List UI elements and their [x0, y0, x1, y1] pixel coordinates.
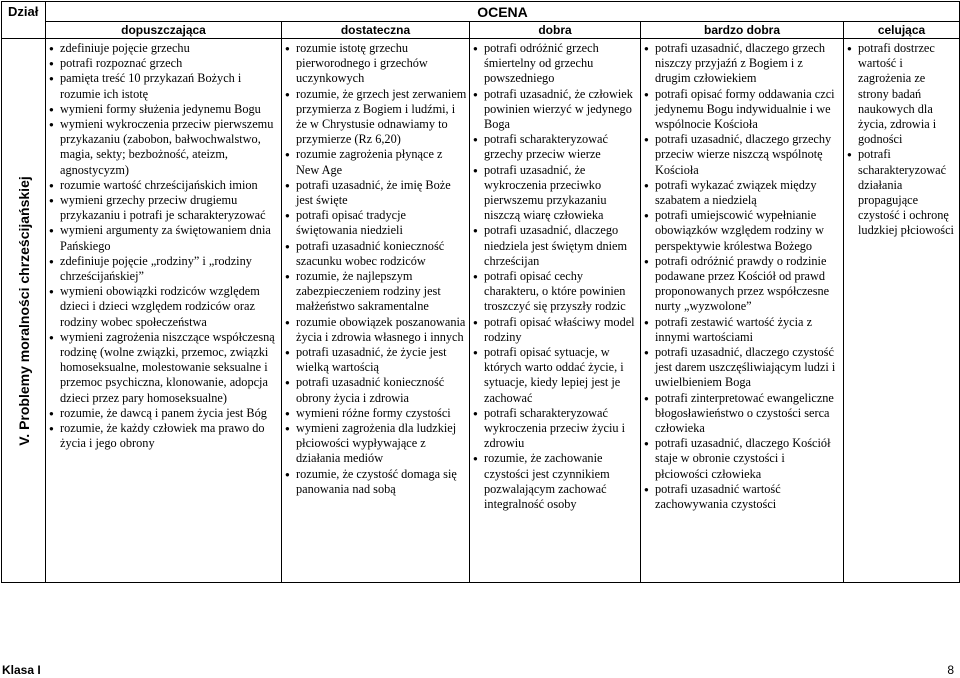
requirement-item: ● rozumie, że czystość domaga się panowania nad sobą [284, 467, 467, 497]
requirement-item: ● rozumie, że najlepszym zabezpieczeniem rodziny jest małżeństwo sakramentalne [284, 269, 467, 315]
page-number: 8 [947, 663, 954, 677]
requirement-item: ● potrafi umiejscowić wypełnianie obowiązków względem rodziny w perspektywie królestwa Bożego [643, 208, 841, 254]
requirement-item: ● wymieni argumenty za świętowaniem dnia Pańskiego [48, 223, 279, 253]
grade-dopuszczajaca: dopuszczająca [46, 22, 282, 39]
requirement-item: ● rozumie istotę grzechu pierworodnego i grzechów uczynkowych [284, 41, 467, 87]
requirement-item: ● potrafi odróżnić prawdy o rodzinie podawane przez Kościół od prawd proponowanych przez współczesne nurty „wyzwolone” [643, 254, 841, 315]
grading-table [1, 1, 960, 583]
requirement-item: ● potrafi rozpoznać grzech [48, 56, 279, 71]
requirement-item: ● potrafi zestawić wartość życia z innymi wartościami [643, 315, 841, 345]
requirement-item: ● potrafi opisać sytuacje, w których warto oddać życie, i sytuacje, kiedy lepiej jest je zachować [472, 345, 638, 406]
section-cell [2, 39, 46, 583]
class-label: Klasa I [2, 663, 41, 677]
requirement-item: ● rozumie wartość chrześcijańskich imion [48, 178, 279, 193]
requirement-item: ● rozumie, że dawcą i panem życia jest Bóg [48, 406, 279, 421]
requirement-item: ● potrafi dostrzec wartość i zagrożenia ze strony badań naukowych dla życia, zdrowia i godności [846, 41, 957, 147]
requirement-item: ● wymieni zagrożenia dla ludzkiej płciowości wypływające z działania mediów [284, 421, 467, 467]
requirement-item: ● wymieni różne formy czystości [284, 406, 467, 421]
requirement-item: ● potrafi scharakteryzować działania propagujące czystość i ochronę ludzkiej płciowości [846, 147, 957, 238]
requirement-item: ● potrafi uzasadnić, dlaczego czystość jest darem uszczęśliwiającym ludzi i uwielbieniem Boga [643, 345, 841, 391]
dzial-header: Dział [2, 2, 46, 39]
requirement-item: ● potrafi uzasadnić, dlaczego niedziela jest świętym dniem chrześcijan [472, 223, 638, 269]
requirement-list [844, 39, 959, 239]
column-dopuszczajaca [46, 39, 282, 583]
requirement-list [470, 39, 640, 512]
requirement-item: ● wymieni zagrożenia niszczące współczesną rodzinę (wolne związki, przemoc, związki homoseksualne, molestowanie seksualne i przemoc psychiczna, klonowanie, adopcja dzieci przez pary homoseksualne) [48, 330, 279, 406]
requirement-item: ● potrafi scharakteryzować grzechy przeciw wierze [472, 132, 638, 162]
requirement-item: ● potrafi uzasadnić, że człowiek powinien wierzyć w jedynego Boga [472, 87, 638, 133]
requirement-item: ● potrafi opisać formy oddawania czci jedynemu Bogu indywidualnie i we wspólnocie Kościoła [643, 87, 841, 133]
requirement-item: ● potrafi uzasadnić, że imię Boże jest święte [284, 178, 467, 208]
requirement-item: ● zdefiniuje pojęcie grzechu [48, 41, 279, 56]
requirement-item: ● pamięta treść 10 przykazań Bożych i rozumie ich istotę [48, 71, 279, 101]
requirement-item: ● rozumie zagrożenia płynące z New Age [284, 147, 467, 177]
requirement-item: ● potrafi uzasadnić, dlaczego grzechy przeciw wierze niszczą wspólnotę Kościoła [643, 132, 841, 178]
requirement-item: ● rozumie, że grzech jest zerwaniem przymierza z Bogiem i ludźmi, i że w Chrystusie odnawiamy to przymierze (Rz 6,20) [284, 87, 467, 148]
requirement-item: ● potrafi uzasadnić, dlaczego grzech niszczy przyjaźń z Bogiem i z drugim człowiekiem [643, 41, 841, 87]
requirement-item: ● potrafi uzasadnić, że wykroczenia przeciwko pierwszemu przykazaniu niszczą wiarę człowieka [472, 163, 638, 224]
requirement-item: ● potrafi wykazać związek między szabatem a niedzielą [643, 178, 841, 208]
requirement-item: ● potrafi uzasadnić konieczność obrony życia i zdrowia [284, 375, 467, 405]
requirement-item: ● wymieni wykroczenia przeciw pierwszemu przykazaniu (zabobon, bałwochwalstwo, magia, sekty; bezbożność, ateizm, agnostycyzm) [48, 117, 279, 178]
requirement-item: ● rozumie obowiązek poszanowania życia i zdrowia własnego i innych [284, 315, 467, 345]
requirement-item: ● potrafi uzasadnić wartość zachowywania czystości [643, 482, 841, 512]
grade-bardzo-dobra: bardzo dobra [641, 22, 844, 39]
grade-dobra: dobra [470, 22, 641, 39]
requirement-item: ● rozumie, że każdy człowiek ma prawo do życia i jego obrony [48, 421, 279, 451]
requirement-item: ● wymieni grzechy przeciw drugiemu przykazaniu i potrafi je scharakteryzować [48, 193, 279, 223]
requirement-item: ● wymieni formy służenia jedynemu Bogu [48, 102, 279, 117]
requirement-item: ● potrafi odróżnić grzech śmiertelny od grzechu powszedniego [472, 41, 638, 87]
requirement-item: ● potrafi zinterpretować ewangeliczne błogosławieństwo o czystości serca człowieka [643, 391, 841, 437]
requirement-item: ● potrafi opisać cechy charakteru, o które powinien troszczyć się przyszły rodzic [472, 269, 638, 315]
section-title: V. Problemy moralności chrześcijańskiej [15, 175, 32, 446]
requirement-item: ● potrafi uzasadnić, że życie jest wielką wartością [284, 345, 467, 375]
requirement-list [282, 39, 469, 497]
ocena-header: OCENA [46, 2, 960, 22]
requirement-item: ● zdefiniuje pojęcie „rodziny” i „rodziny chrześcijańskiej” [48, 254, 279, 284]
column-bardzo-dobra [641, 39, 844, 583]
requirement-item: ● wymieni obowiązki rodziców względem dzieci i dzieci względem rodziców oraz rodziny wobec społeczeństwa [48, 284, 279, 330]
requirement-item: ● potrafi opisać właściwy model rodziny [472, 315, 638, 345]
requirement-item: ● potrafi scharakteryzować wykroczenia przeciw życiu i zdrowiu [472, 406, 638, 452]
grade-dostateczna: dostateczna [282, 22, 470, 39]
column-dostateczna [282, 39, 470, 583]
requirement-list [46, 39, 281, 451]
column-dobra [470, 39, 641, 583]
requirement-item: ● potrafi uzasadnić konieczność szacunku wobec rodziców [284, 239, 467, 269]
requirement-item: ● potrafi uzasadnić, dlaczego Kościół staje w obronie czystości i płciowości człowieka [643, 436, 841, 482]
column-celujaca [844, 39, 960, 583]
requirement-item: ● rozumie, że zachowanie czystości jest czynnikiem pozwalającym zachować integralność osoby [472, 451, 638, 512]
requirement-list [641, 39, 843, 512]
requirement-item: ● potrafi opisać tradycje świętowania niedzieli [284, 208, 467, 238]
grade-celujaca: celująca [844, 22, 960, 39]
